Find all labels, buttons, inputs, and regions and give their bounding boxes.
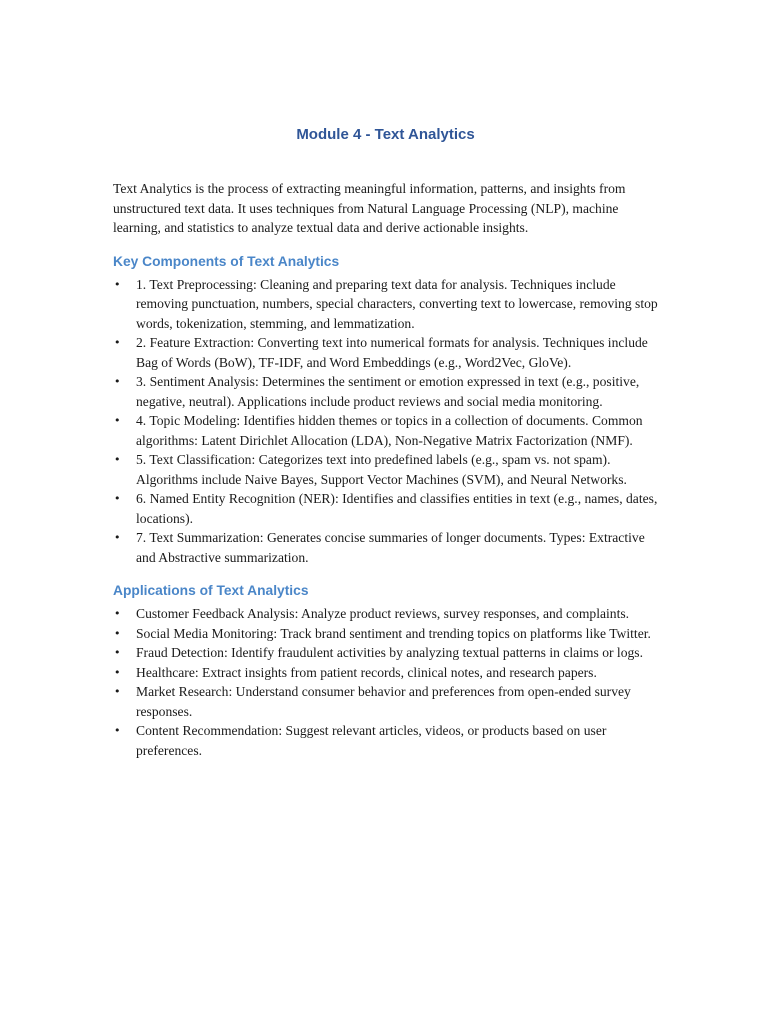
bullet-icon: • [114, 277, 121, 291]
list-item-text: Content Recommendation: Suggest relevant articles, videos, or products based on user preferences. [136, 723, 607, 758]
list-item [113, 721, 658, 760]
bullet-icon: • [114, 375, 121, 388]
list-item [113, 450, 658, 489]
list-item-text: Social Media Monitoring: Track brand sentiment and trending topics on platforms like Twitter. [136, 625, 651, 641]
list-item-text: Healthcare: Extract insights from patient records, clinical notes, and research papers. [136, 664, 597, 680]
list-item-text: 7. Text Summarization: Generates concise summaries of longer documents. Types: Extractive and Abstractive summarization. [136, 530, 645, 565]
applications-list [113, 604, 658, 760]
list-item [113, 372, 658, 411]
list-item-text: 2. Feature Extraction: Converting text into numerical formats for analysis. Techniques include Bag of Words (BoW), TF-IDF, and Word Embeddings (e.g., Word2Vec, GloVe). [136, 335, 648, 370]
bullet-icon: • [114, 336, 121, 349]
bullet-icon: • [114, 492, 121, 505]
bullet-icon: • [114, 531, 121, 544]
list-item-text: 6. Named Entity Recognition (NER): Identifies and classifies entities in text (e.g., names, dates, locations). [136, 491, 658, 526]
bullet-icon: • [114, 646, 121, 659]
list-item [113, 604, 658, 624]
document-page [113, 124, 658, 774]
list-item-text: Customer Feedback Analysis: Analyze product reviews, survey responses, and complaints. [136, 606, 630, 621]
list-item-text: Market Research: Understand consumer behavior and preferences from open-ended survey responses. [136, 684, 631, 719]
list-item [113, 333, 658, 372]
bullet-icon: • [114, 453, 121, 466]
list-item [113, 682, 658, 721]
list-item [113, 624, 658, 644]
list-item-text: 5. Text Classification: Categorizes text into predefined labels (e.g., spam vs. not spam). Algorithms include Naive Bayes, Support Vector Machines (SVM), and Neural Networks. [136, 452, 627, 487]
list-item-text: 4. Topic Modeling: Identifies hidden themes or topics in a collection of documents. Common algorithms: Latent Dirichlet Allocation (LDA), Non-Negative Matrix Factorization (NMF). [136, 413, 643, 448]
list-item-text: Fraud Detection: Identify fraudulent activities by analyzing textual patterns in claims or logs. [136, 645, 643, 660]
bullet-icon: • [114, 414, 121, 427]
list-item [113, 489, 658, 528]
list-item [113, 643, 658, 663]
list-item-text: 1. Text Preprocessing: Cleaning and preparing text data for analysis. Techniques include removing punctuation, numbers, special characters, converting text to lowercase, removing stop words, tokenization, stemming, and lemmatization. [136, 276, 658, 331]
list-item [113, 275, 658, 334]
bullet-icon: • [114, 607, 121, 620]
section-heading-applications: Applications of Text Analytics [113, 583, 309, 598]
bullet-icon: • [114, 665, 121, 679]
key-components-list [113, 275, 658, 568]
page-title: Module 4 - Text Analytics [296, 126, 475, 143]
list-item [113, 663, 658, 683]
bullet-icon: • [114, 626, 121, 640]
section-heading-key-components: Key Components of Text Analytics [113, 253, 340, 269]
bullet-icon: • [114, 724, 121, 737]
list-item [113, 411, 658, 450]
intro-paragraph: Text Analytics is the process of extracting meaningful information, patterns, and insights from unstructured text data. It uses techniques from Natural Language Processing (NLP), machine learning, and statistics to analyze textual data and derive actionable insights. [113, 181, 626, 235]
list-item [113, 528, 658, 567]
list-item-text: 3. Sentiment Analysis: Determines the sentiment or emotion expressed in text (e.g., positive, negative, neutral). Applications include product reviews and social media monitoring. [136, 374, 640, 409]
bullet-icon: • [114, 685, 121, 698]
